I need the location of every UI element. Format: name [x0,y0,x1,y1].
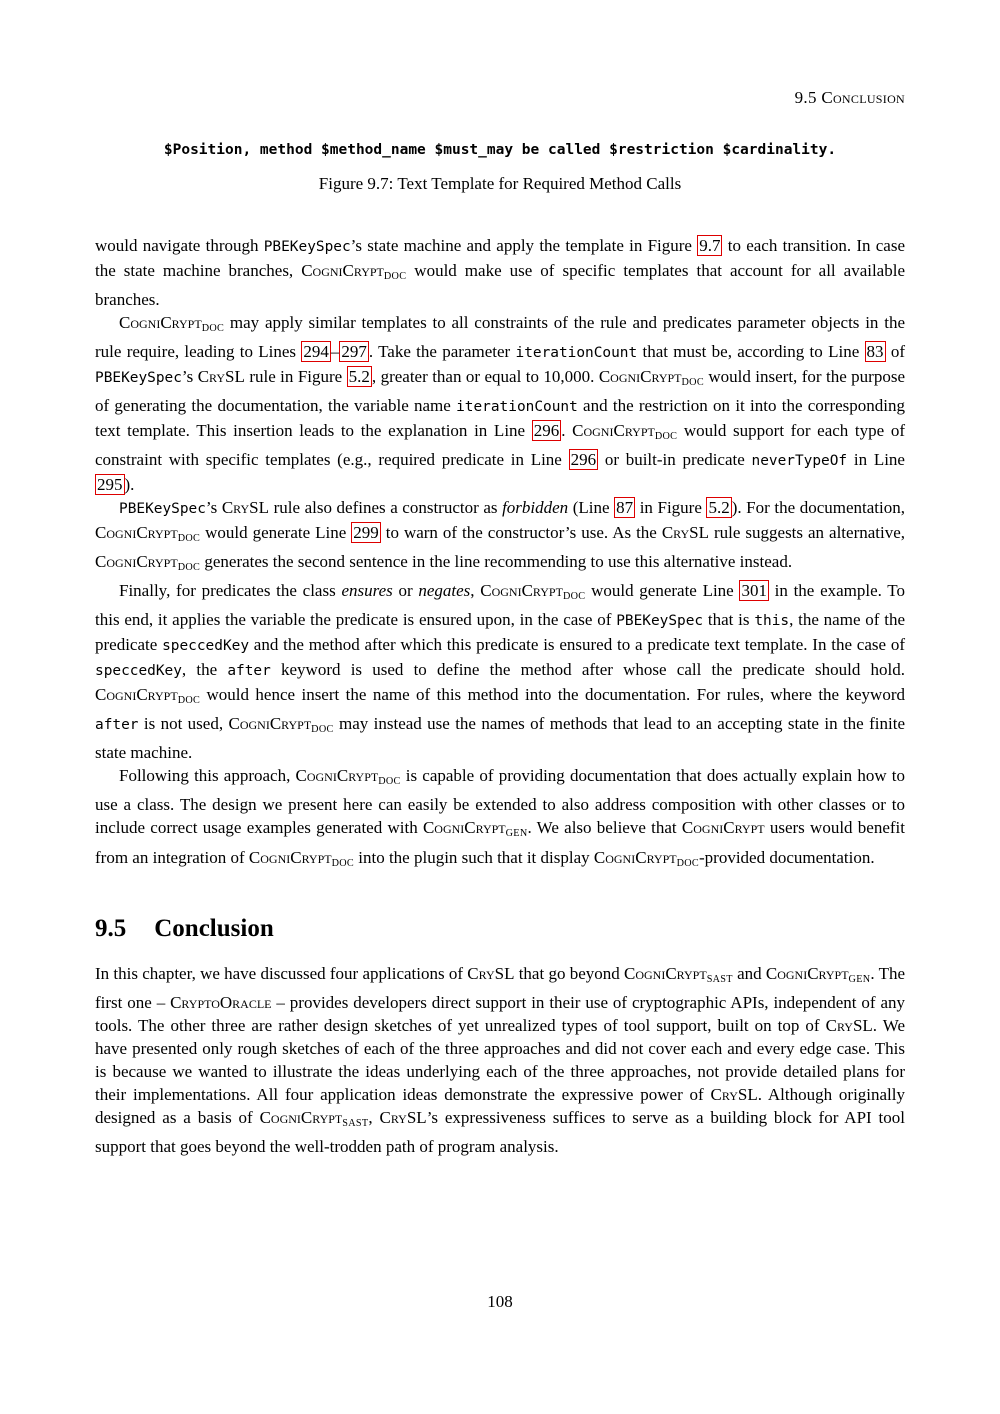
text-segment: CogniCrypt [248,847,332,867]
text-segment: PBEKeySpec [263,239,351,255]
paragraph [95,311,905,496]
text-segment: speccedKey [162,638,250,655]
section-heading [95,915,905,943]
text-segment: DOC [383,271,407,283]
text-segment: DOC [681,377,704,389]
text-segment: would generate Line [200,523,352,543]
section-title: Conclusion [154,914,274,942]
text-segment: iterationCount [456,399,578,416]
body-text [95,234,905,875]
text-segment: DOC [177,533,201,545]
text-segment: , the [181,660,228,680]
text-segment: rule in Figure [244,367,347,387]
text-segment: . The first one – [95,964,906,1013]
figure-code-line: $Position, method $method_name $must_may be called $restriction $cardinality. [163,142,837,158]
text-segment: PBEKeySpec [119,501,206,518]
text-segment: would insert, for the purpose of generating the documentation, the variable name [95,367,905,416]
link-ref[interactable]: 301 [741,581,767,601]
section-number: 9.5 [95,914,127,942]
conclusion-text [95,962,905,1158]
text-segment: that go beyond [514,964,624,984]
text-segment: ’s expressiveness suffices to serve as a building block for API tool support that goes beyond the well-trodden path of program analysis. [95,1108,905,1157]
link-ref[interactable]: 297 [341,342,367,362]
text-segment: would make use of specific templates that account for all available branches. [95,261,905,310]
text-segment: speccedKey [95,663,182,680]
paragraph [95,496,905,579]
text-segment: DOC [201,323,225,335]
text-segment: or built-in predicate [598,450,752,470]
text-segment: – provides developers direct support in their use of cryptographic APIs, independent of any tools. The other three are rather design sketches of yet unrealized types of tool support, built on top of [95,993,905,1036]
text-segment: CogniCrypt [295,766,379,786]
text-segment: after [95,717,139,734]
text-segment: ’s [181,367,198,387]
text-segment: . Take the parameter [368,342,516,362]
text-segment: . We have presented only rough sketches of each of the three approaches and did not cover each and every edge case. This is because we wanted to illustrate the ideas underlying each of the three approaches, not provide detailed plans for their implementations. All four application ideas demonstrate the expressive power of [95,1016,905,1105]
text-segment: negates [418,581,471,601]
text-segment: . Although originally designed as a basis of [95,1085,906,1128]
text-segment: DOC [378,776,401,788]
text-segment: and [732,964,766,984]
link-ref[interactable]: 83 [866,342,884,362]
text-segment: generates the second sentence in the line recommending to use this alternative instead. [200,552,793,572]
text-segment: GEN [848,974,871,986]
text-segment: CogniCrypt [681,818,765,838]
text-segment: , [470,581,481,601]
text-segment: SAST [342,1118,369,1130]
text-segment: keyword is used to define the method after whose call the predicate should hold. [270,660,905,680]
text-segment: CogniCrypt [480,581,563,601]
text-segment: (Line [568,498,615,518]
text-segment: CogniCrypt [598,367,682,387]
text-segment: DOC [177,695,201,707]
text-segment: . We also believe that [527,818,682,838]
text-segment: and the restriction on it into the corresponding text template. This insertion leads to the explanation in Line [95,396,906,441]
text-segment: Following this approach, [119,766,296,786]
text-segment: CogniCrypt [624,964,707,984]
page-number: 108 [487,1292,513,1311]
text-segment: would generate Line [585,581,740,601]
text-segment: to warn of the constructor’s use. As the [380,523,662,543]
text-segment: would hence insert the name of this method into the documentation. For rules, where the keyword [200,685,905,705]
text-segment: CogniCrypt [119,313,202,333]
text-segment: ’s state machine and apply the template in Figure [350,236,698,255]
paragraph [95,962,905,1158]
text-segment: CogniCrypt [259,1108,343,1128]
text-segment: In this chapter, we have discussed four applications of [95,964,468,984]
paragraph [95,234,905,311]
text-segment: rule also defines a constructor as [269,498,503,518]
text-segment: PBEKeySpec [95,370,182,387]
text-segment: DOC [562,591,586,603]
text-segment: , [368,1108,380,1128]
text-segment: ). [124,475,135,495]
text-segment: CrySL [221,498,270,518]
paragraph [95,764,905,874]
text-segment: CrySL [710,1085,758,1105]
link-ref[interactable]: 5.2 [348,367,370,387]
text-segment: CogniCrypt [228,714,312,734]
text-segment: PBEKeySpec [616,613,704,630]
link-ref[interactable]: 296 [570,450,597,470]
link-ref[interactable]: 294 [303,342,329,362]
text-segment: DOC [676,857,699,869]
text-segment: Finally, for predicates the class [119,581,342,601]
text-segment: GEN [505,828,528,840]
text-segment: CrySL [197,367,245,387]
figure-block [95,142,905,194]
text-segment: or [392,581,419,601]
link-ref[interactable]: 295 [97,475,123,495]
page-content [95,88,905,1158]
text-segment: , greater than or equal to 10,000. [371,367,599,387]
text-segment: CrySL [661,523,710,543]
text-segment: after [227,663,271,680]
text-segment: CryptoOracle [170,993,272,1013]
text-segment: DOC [177,562,201,574]
text-segment: neverTypeOf [751,453,848,470]
text-segment: in Line [847,450,905,470]
text-segment: is capable of providing documentation that does actually explain how to use a class. The design we present here can easily be extended to also address composition with other classes or to include correct usage examples generated with [95,766,905,838]
text-segment: CogniCrypt [95,552,178,572]
text-segment: is not used, [138,714,229,734]
text-segment: to each transition. In case the state machine branches, [95,236,905,280]
text-segment: , the name of the predicate [95,610,906,655]
text-segment: ). For the documentation, [731,498,905,518]
text-segment: in the example. To this end, it applies the variable the predicate is ensured upon, in the case of [95,581,906,630]
link-ref[interactable]: 296 [533,421,560,441]
link-ref[interactable]: 5.2 [708,498,730,518]
text-segment: ’s [205,498,222,518]
text-segment: CrySL [467,964,515,984]
text-segment: in Figure [635,498,707,518]
link-ref[interactable]: 87 [616,498,634,518]
text-segment: into the plugin such that it display [354,847,594,867]
text-segment: that must be, according to Line [637,342,865,362]
link-ref[interactable]: 9.7 [699,236,721,255]
text-segment: ensures [341,581,393,601]
text-segment: DOC [311,724,334,736]
text-segment: – [330,342,340,362]
text-segment: CogniCrypt [422,818,506,838]
text-segment: CogniCrypt [572,421,655,441]
text-segment: CogniCrypt [301,261,384,280]
text-segment: may instead use the names of methods that lead to an accepting state in the finite state machine. [95,714,905,763]
text-segment: may apply similar templates to all constraints of the rule and predicates parameter objects in the rule require, leading to Lines [95,313,905,362]
text-segment: CogniCrypt [95,523,178,543]
text-segment: DOC [654,431,678,443]
text-segment: -provided documentation. [699,847,875,867]
text-segment: CogniCrypt [765,964,849,984]
text-segment: CogniCrypt [95,685,178,705]
text-segment: iterationCount [515,345,638,362]
text-segment: SAST [706,974,733,986]
running-head: 9.5 Conclusion [794,88,905,107]
text-segment: would support for each type of constraint with specific templates (e.g., required predicate in Line [95,421,906,470]
text-segment: would navigate through [95,236,264,255]
text-segment: of [885,342,906,362]
figure-caption: Figure 9.7: Text Template for Required Method Calls [318,174,682,193]
text-segment: forbidden [502,498,569,518]
text-segment: . [561,421,573,441]
link-ref[interactable]: 299 [353,523,379,543]
text-segment: DOC [331,857,355,869]
text-segment: users would benefit from an integration of [95,818,905,867]
text-segment: rule suggests an alternative, [709,523,906,543]
text-segment: that is [703,610,755,630]
text-segment: CrySL [379,1108,427,1128]
text-segment: CogniCrypt [593,847,677,867]
text-segment: this [754,613,790,630]
text-segment: CrySL [825,1016,873,1036]
paragraph [95,579,905,764]
text-segment: and the method after which this predicate is ensured to a predicate text template. In the case of [249,635,906,655]
